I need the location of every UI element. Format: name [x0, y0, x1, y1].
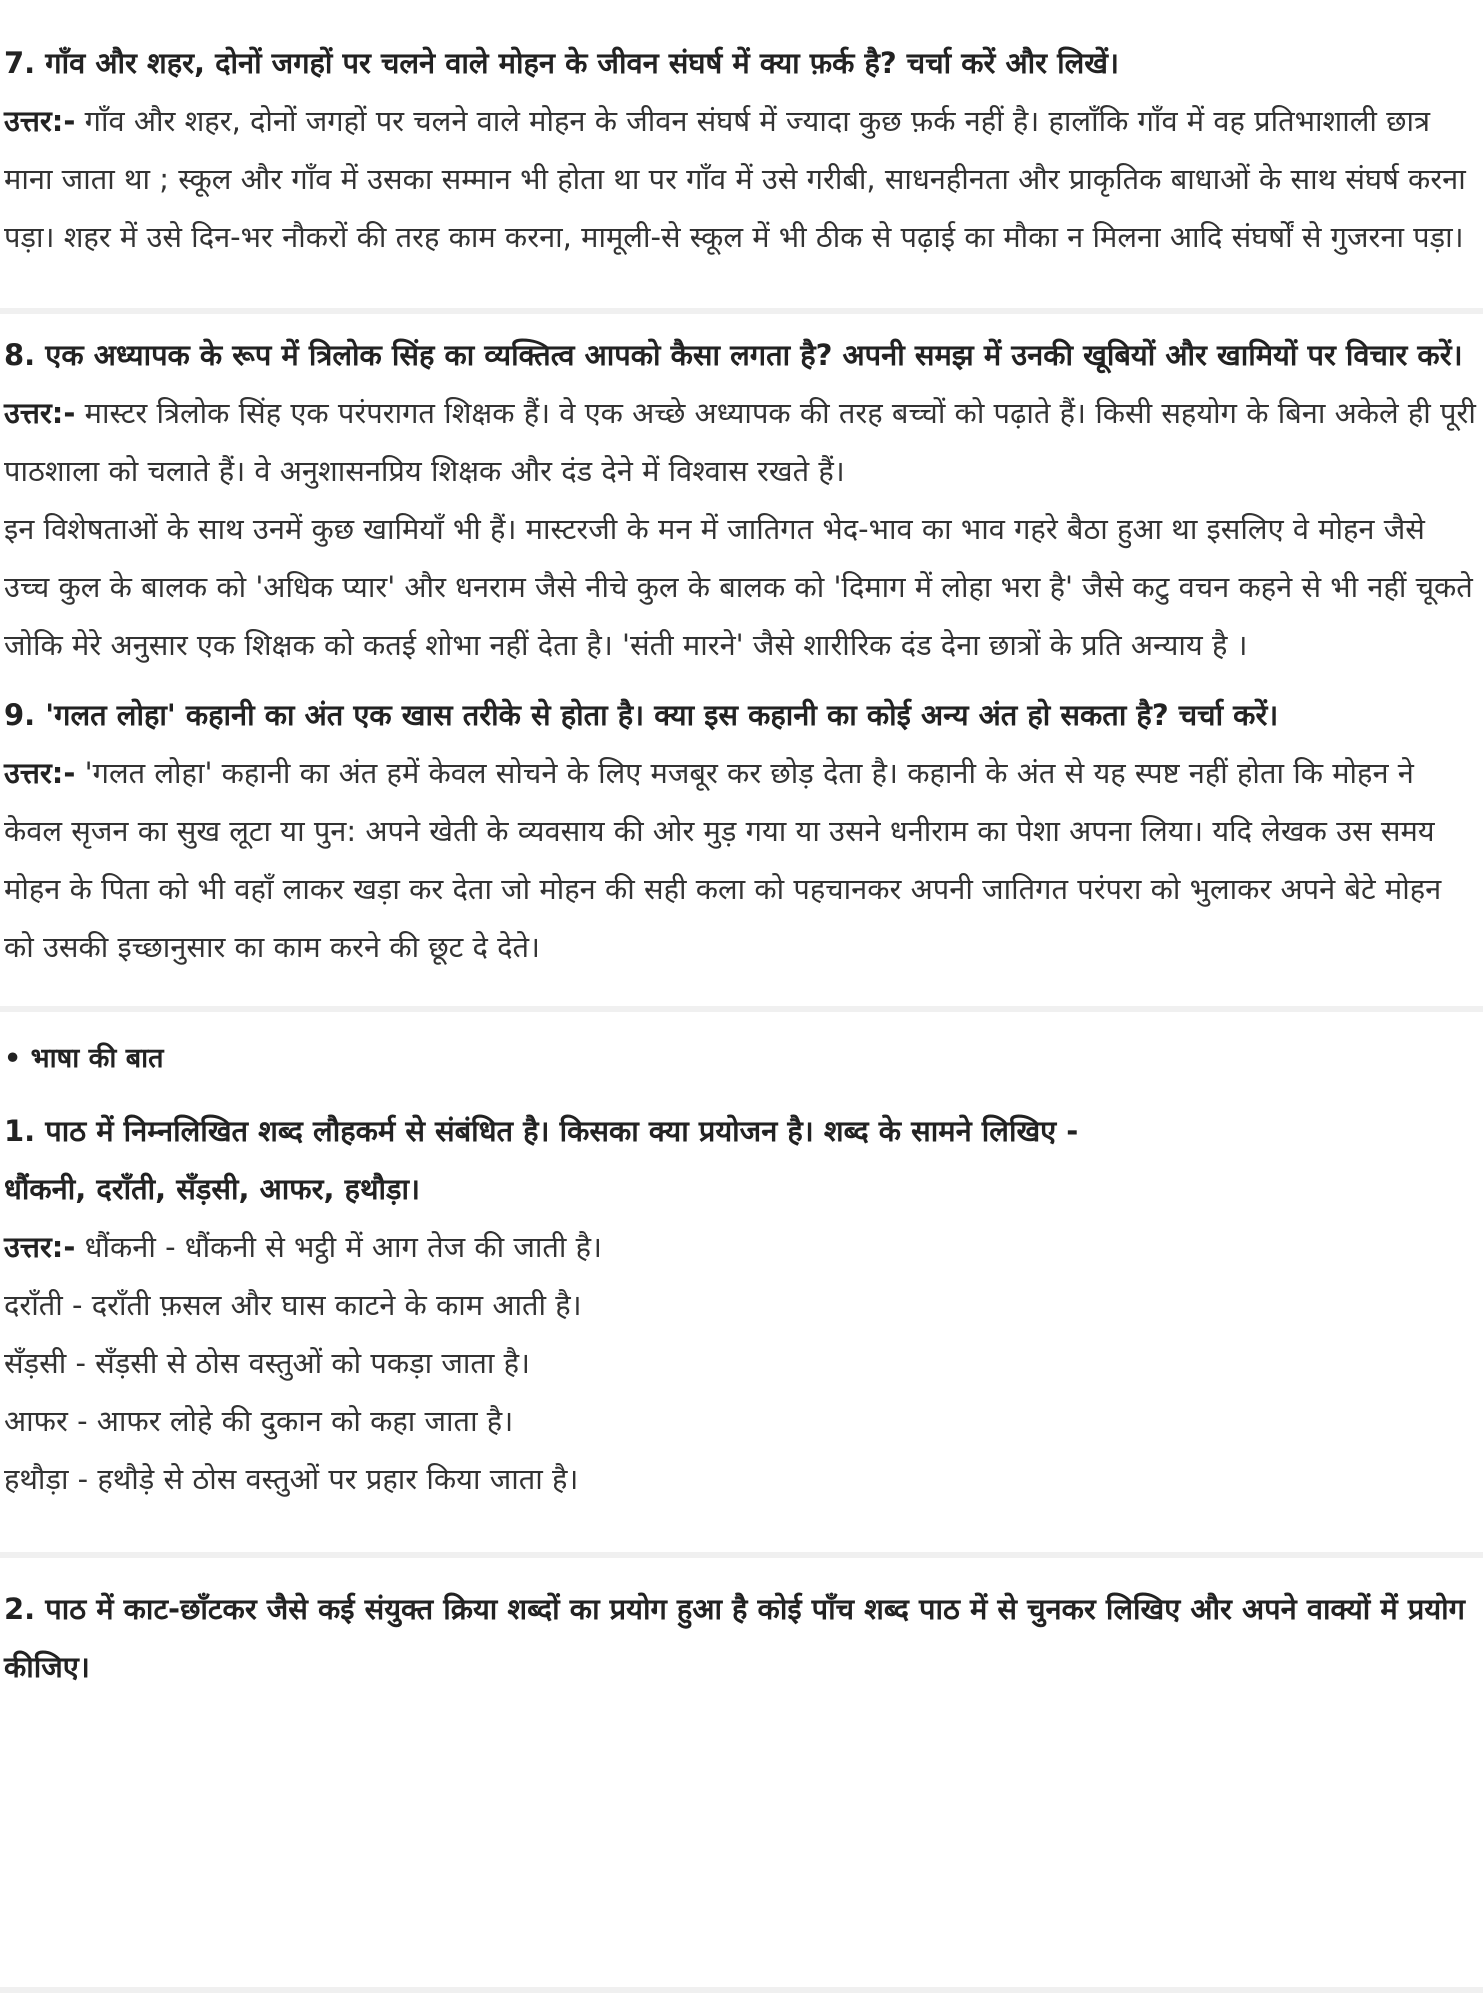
answer-label: उत्तर:- [4, 104, 76, 138]
language-answer-1-line: सँड़सी - सँड़सी से ठोस वस्तुओं को पकड़ा जाता है। [4, 1346, 531, 1380]
language-answer-1-line [4, 1218, 1479, 1276]
answer-7-text: गाँव और शहर, दोनों जगहों पर चलने वाले मोहन के जीवन संघर्ष में ज्यादा कुछ फ़र्क नहीं है। हालाँकि गाँव में वह प्रतिभाशाली छात्र माना जाता था ; स्कूल और गाँव में उसका सम्मान भी होता था पर गाँव में उसे गरीबी, साधनहीनता और प्राकृतिक बाधाओं के साथ संघर्ष करना पड़ा। शहर में उसे दिन-भर नौकरों की तरह काम करना, मामूली-से स्कूल में भी ठीक से पढ़ाई का मौका न मिलना आदि संघर्षों से गुजरना पड़ा। [4, 104, 1466, 254]
answer-8-text: मास्टर त्रिलोक सिंह एक परंपरागत शिक्षक हैं। वे एक अच्छे अध्यापक की तरह बच्चों को पढ़ाते हैं। किसी सहयोग के बिना अकेले ही पूरी पाठशाला को चलाते हैं। वे अनुशासनप्रिय शिक्षक और दंड देने में विश्वास रखते हैं। [4, 396, 1476, 488]
language-answer-1-line: हथौड़ा - हथौड़े से ठोस वस्तुओं पर प्रहार किया जाता है। [4, 1462, 579, 1496]
question-7-heading: 7. गाँव और शहर, दोनों जगहों पर चलने वाले मोहन के जीवन संघर्ष में क्या फ़र्क है? चर्चा करें और लिखें। [4, 46, 1119, 80]
section-heading: • भाषा की बात [4, 1043, 164, 1074]
language-question-2-block [0, 1558, 1483, 1696]
question-9-heading: 9. 'गलत लोहा' कहानी का अंत एक खास तरीके से होता है। क्या इस कहानी का कोई अन्य अंत हो सकता है? चर्चा करें। [4, 698, 1279, 732]
question-7-block [0, 0, 1483, 266]
language-answer-1-line: दराँती - दराँती फ़सल और घास काटने के काम आती है। [4, 1288, 582, 1322]
answer-line-text: धौंकनी - धौंकनी से भट्ठी में आग तेज की जाती है। [84, 1230, 603, 1264]
answer-label: उत्तर:- [4, 396, 76, 430]
language-question-2-heading: 2. पाठ में काट-छाँटकर जैसे कई संयुक्त क्रिया शब्दों का प्रयोग हुआ है कोई पाँच शब्द पाठ में से चुनकर लिखिए और अपने वाक्यों में प्रयोग कीजिए। [4, 1592, 1466, 1684]
language-section [0, 1012, 1483, 1508]
language-question-1-words: धौंकनी, दराँती, सँड़सी, आफर, हथौड़ा। [4, 1172, 421, 1206]
language-answer-1-line: आफर - आफर लोहे की दुकान को कहा जाता है। [4, 1404, 514, 1438]
question-8-heading: 8. एक अध्यापक के रूप में त्रिलोक सिंह का व्यक्तित्व आपको कैसा लगता है? अपनी समझ में उनकी खूबियों और खामियों पर विचार करें। [4, 338, 1463, 372]
answer-7 [4, 92, 1479, 266]
answer-9 [4, 744, 1479, 976]
question-8-block [0, 314, 1483, 674]
answer-label: उत्तर:- [4, 756, 76, 790]
answer-9-text: 'गलत लोहा' कहानी का अंत हमें केवल सोचने के लिए मजबूर कर छोड़ देता है। कहानी के अंत से यह स्पष्ट नहीं होता कि मोहन ने केवल सृजन का सुख लूटा या पुन: अपने खेती के व्यवसाय की ओर मुड़ गया या उसने धनीराम का पेशा अपना लिया। यदि लेखक उस समय मोहन के पिता को भी वहाँ लाकर खड़ा कर देता जो मोहन की सही कला को पहचानकर अपनी जातिगत परंपरा को भुलाकर अपने बेटे मोहन को उसकी इच्छानुसार का काम करने की छूट दे देते। [4, 756, 1442, 964]
section-divider [0, 1987, 1483, 1993]
question-9-block [0, 674, 1483, 976]
answer-label: उत्तर:- [4, 1230, 76, 1264]
language-question-1-heading: 1. पाठ में निम्नलिखित शब्द लौहकर्म से संबंधित है। किसका क्या प्रयोजन है। शब्द के सामने लिखिए - [4, 1114, 1079, 1148]
answer-8-paragraph-2: इन विशेषताओं के साथ उनमें कुछ खामियाँ भी हैं। मास्टरजी के मन में जातिगत भेद-भाव का भाव गहरे बैठा हुआ था इसलिए वे मोहन जैसे उच्च कुल के बालक को 'अधिक प्यार' और धनराम जैसे नीचे कुल के बालक को 'दिमाग में लोहा भरा है' जैसे कटु वचन कहने से भी नहीं चूकते जोकि मेरे अनुसार एक शिक्षक को कतई शोभा नहीं देता है। 'संती मारने' जैसे शारीरिक दंड देना छात्रों के प्रति अन्याय है । [4, 512, 1473, 662]
answer-8 [4, 384, 1479, 500]
